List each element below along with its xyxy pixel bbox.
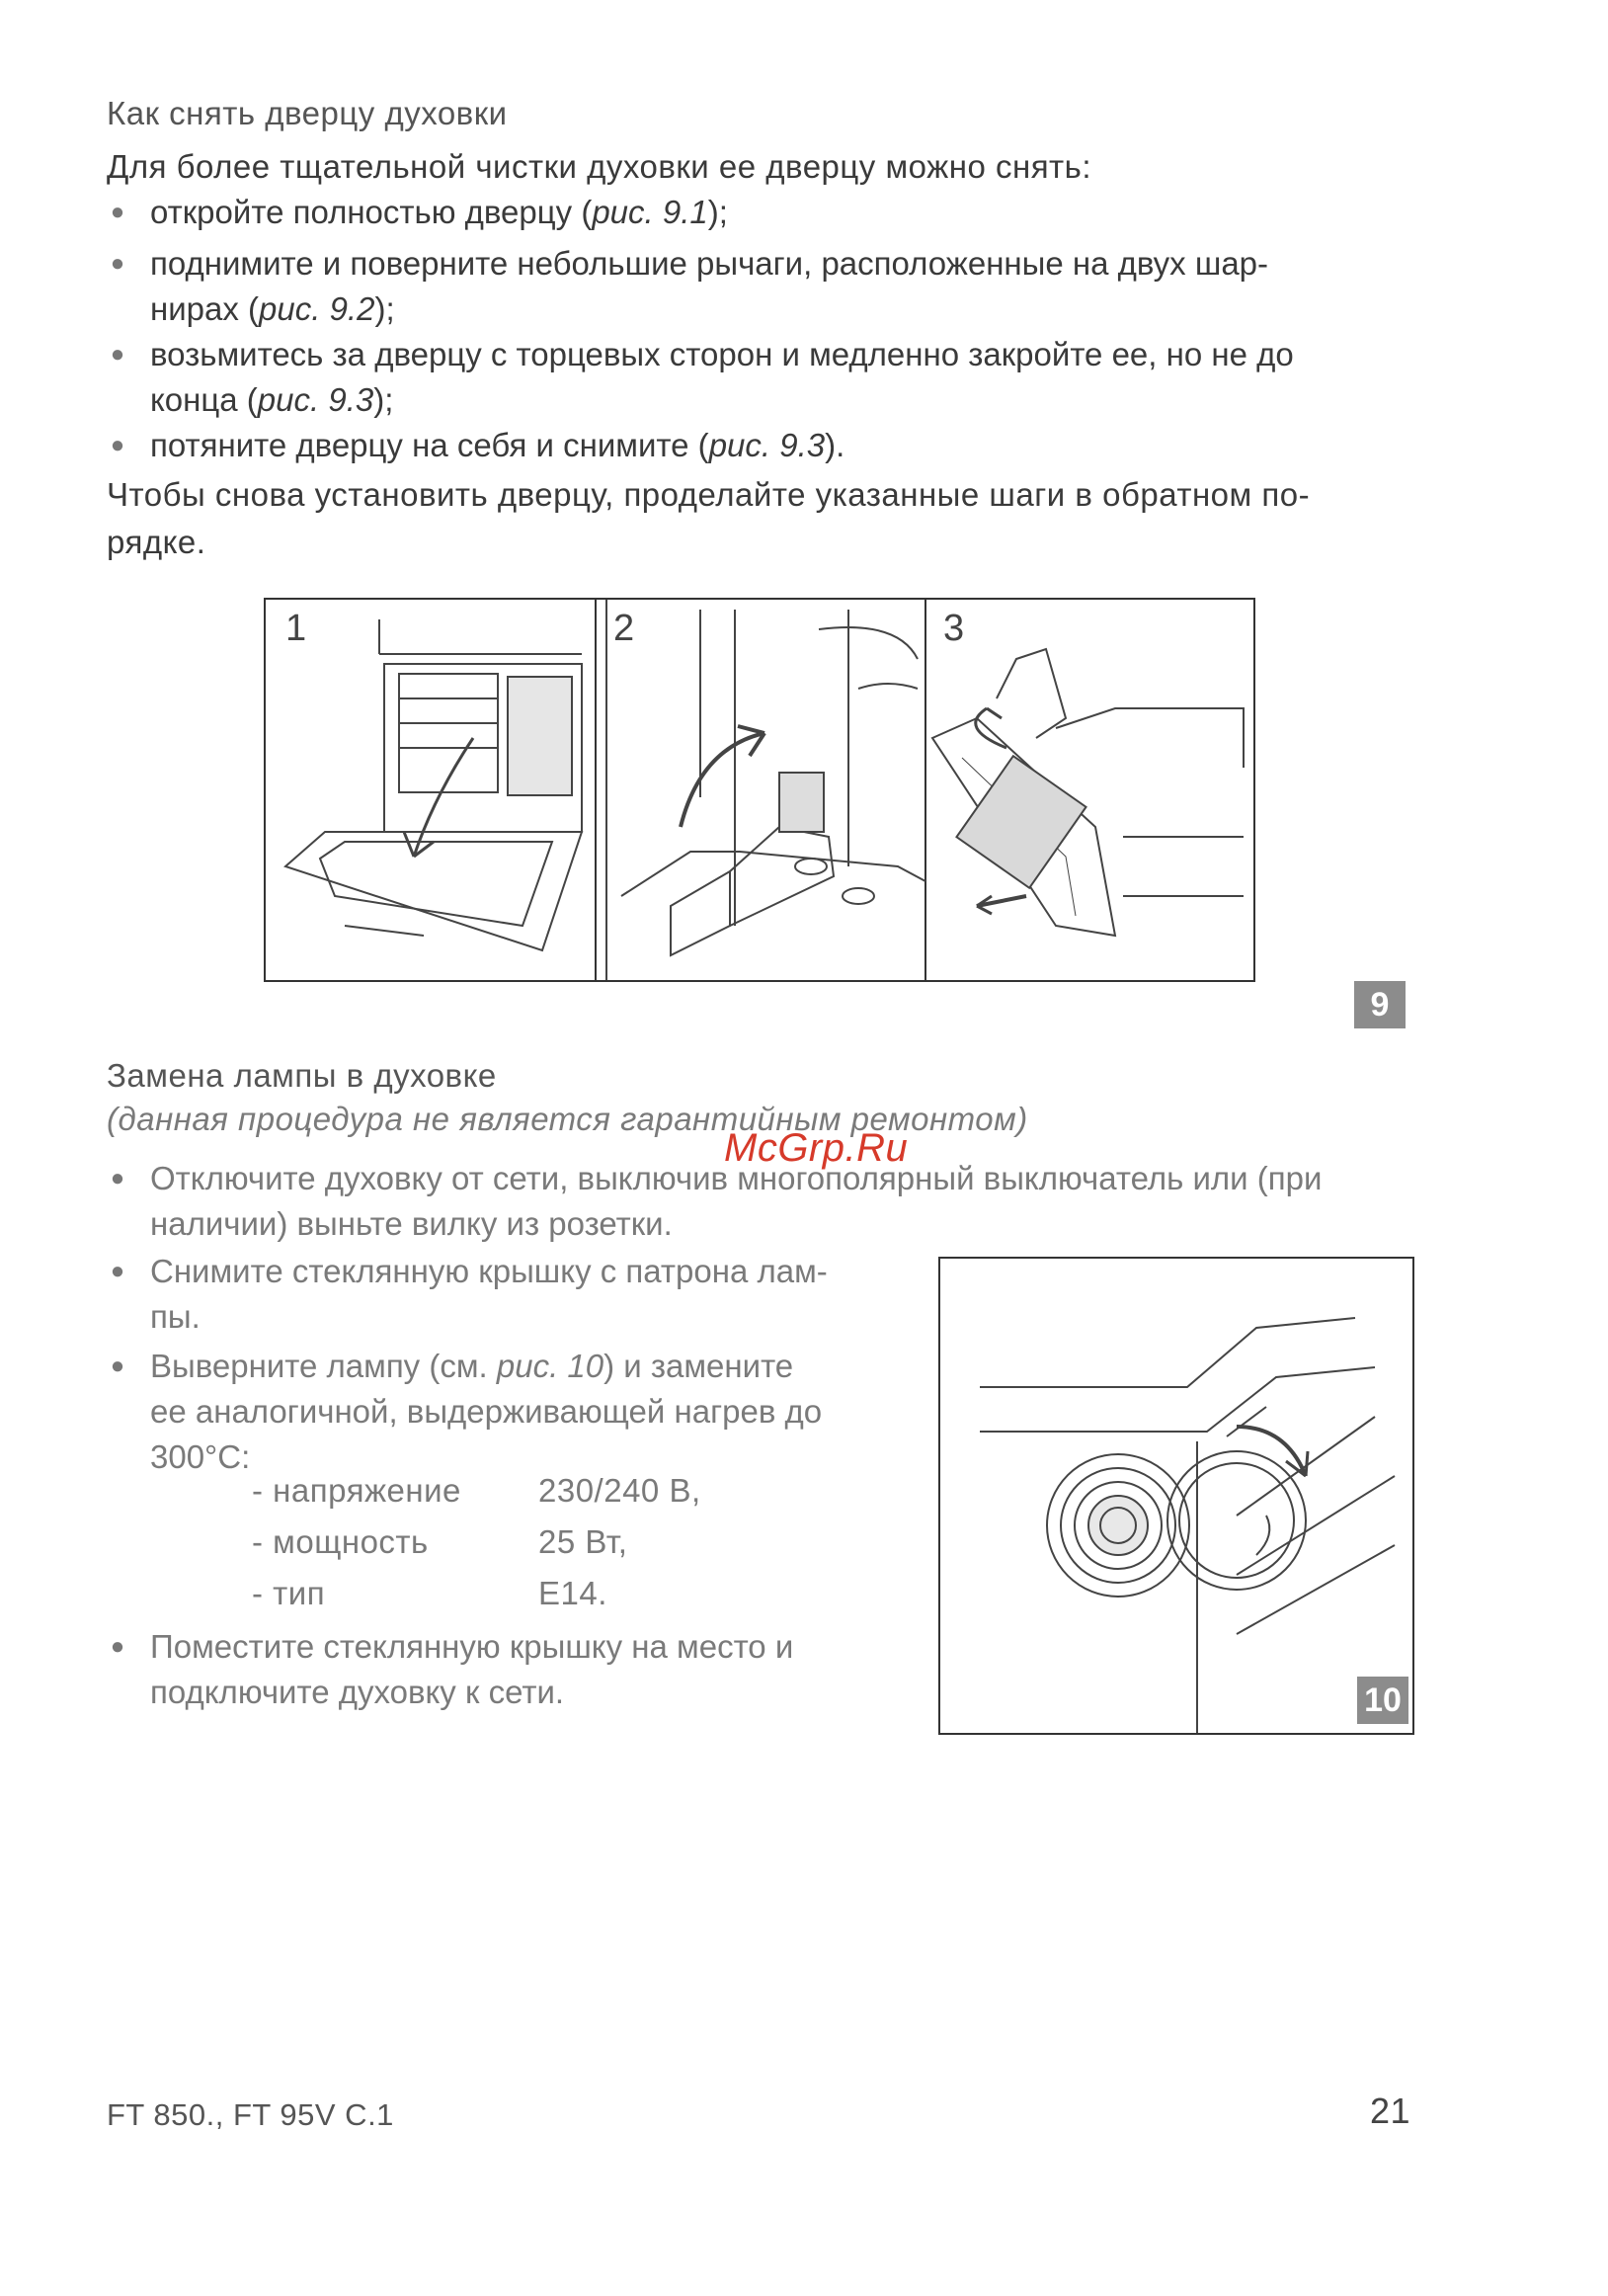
outro-line-2: рядке.: [107, 524, 206, 560]
bullet-icon: ●: [110, 199, 125, 225]
spec-label-voltage: - напряжение: [252, 1472, 461, 1509]
bullet-icon: ●: [110, 432, 125, 458]
bullet-icon: ●: [110, 1258, 125, 1284]
list-item: ● поднимите и поверните небольшие рычаги, расположенные на двух шар- нирах (рис. 9.2);: [107, 241, 1410, 332]
bullet-icon: ●: [110, 250, 125, 277]
bullet-icon: ●: [110, 1633, 125, 1660]
watermark-logo: McGrp.Ru: [724, 1126, 909, 1170]
figure-9-badge: 9: [1354, 981, 1406, 1028]
panel-label-3: 3: [943, 608, 965, 649]
spec-label-type: - тип: [252, 1575, 326, 1611]
list-item: ● откройте полностью дверцу (рис. 9.1);: [107, 190, 1410, 235]
figure-9-illustration: [266, 600, 1253, 980]
section-heading-lamp: Замена лампы в духовке: [107, 1057, 497, 1094]
page-number: 21: [1370, 2091, 1411, 2131]
figure-10-illustration: [940, 1259, 1412, 1733]
spec-value-power: 25 Вт,: [538, 1523, 628, 1560]
list-item: ● возьмитесь за дверцу с торцевых сторон и медленно закройте ее, но не до конца (рис. 9.3);: [107, 332, 1410, 423]
bullet-icon: ●: [110, 1165, 125, 1191]
spec-value-voltage: 230/240 В,: [538, 1472, 701, 1509]
outro-line-1: Чтобы снова установить дверцу, проделайте указанные шаги в обратном по-: [107, 476, 1311, 513]
list-item: ● Выверните лампу (см. рис. 10) и замените ее аналогичной, выдерживающей нагрев до 300°C:: [107, 1344, 897, 1482]
figure-10-badge: 10: [1357, 1677, 1408, 1724]
figure-9: [264, 598, 1255, 982]
section-heading-door: Как снять дверцу духовки: [107, 95, 508, 131]
footer-model: FT 850., FT 95V C.1: [107, 2097, 394, 2132]
figure-10: [938, 1257, 1414, 1735]
intro-text: Для более тщательной чистки духовки ее дверцу можно снять:: [107, 148, 1092, 185]
list-item: ● Снимите стеклянную крышку с патрона лам- пы.: [107, 1249, 897, 1340]
bullet-icon: ●: [110, 341, 125, 368]
list-item: ● потяните дверцу на себя и снимите (рис. 9.3).: [107, 423, 1410, 468]
list-item: ● Поместите стеклянную крышку на место и подключите духовку к сети.: [107, 1624, 897, 1715]
list-item: ● Отключите духовку от сети, выключив многополярный выключатель или (при наличии) выньте вилку из розетки.: [107, 1156, 1420, 1247]
panel-label-1: 1: [285, 608, 307, 649]
bullet-icon: ●: [110, 1353, 125, 1379]
spec-label-power: - мощность: [252, 1523, 429, 1560]
panel-label-2: 2: [613, 608, 635, 649]
section-subheading-lamp: (данная процедура не является гарантийным ремонтом): [107, 1101, 1028, 1137]
spec-value-type: E14.: [538, 1575, 607, 1611]
